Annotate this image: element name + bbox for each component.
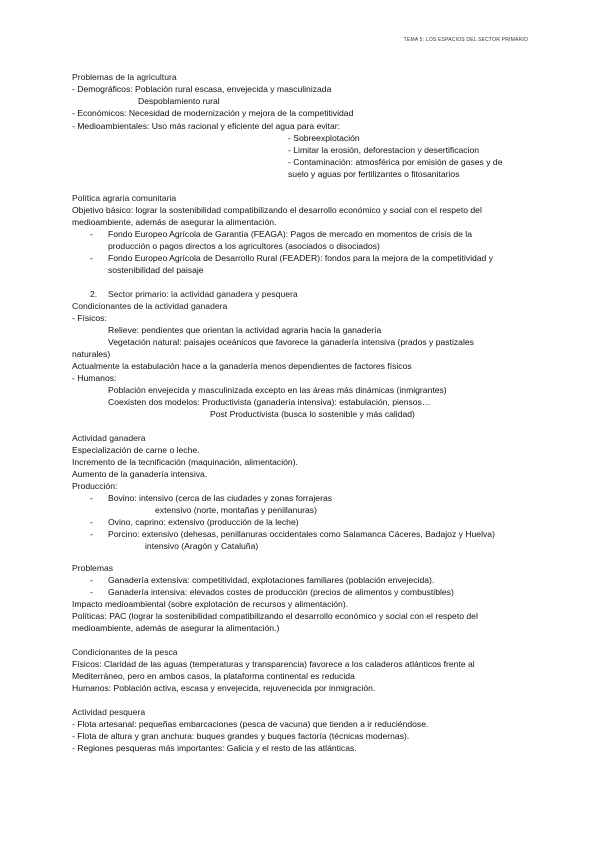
bullet-dash: -	[90, 493, 93, 503]
text-line: sostenibilidad del paisaje	[108, 265, 204, 275]
text-line: - Flota de altura y gran anchura: buques grandes y buques factoría (técnicas modernas).	[72, 731, 410, 741]
text-line: Humanos: Población activa, escasa y envejecida, rejuvenecida por inmigración.	[72, 683, 376, 693]
text-line: extensivo (norte, montañas y penillanuras)	[155, 505, 317, 515]
text-line: Actualmente la estabulación hace a la ganadería menos dependientes de factores físicos	[72, 361, 412, 371]
text-line: medioambiente, además de asegurar la alimentación.)	[72, 623, 280, 633]
text-line: suelo y aguas por fertilizantes o fitosanitarios	[288, 169, 460, 179]
section-heading: Condicionantes de la pesca	[72, 647, 178, 657]
text-line: - Humanos:	[72, 373, 117, 383]
text-line: Bovino: intensivo (cerca de las ciudades y zonas forrajeras	[108, 493, 333, 503]
bullet-dash: -	[90, 587, 93, 597]
text-line: Especialización de carne o leche.	[72, 445, 200, 455]
section-heading: Actividad pesquera	[72, 707, 146, 717]
text-line: Ovino, caprino: extensivo (producción de la leche)	[108, 517, 299, 527]
text-line: Post Productivista (busca lo sostenible y más calidad)	[210, 409, 415, 419]
text-line: - Medioambientales: Uso más racional y eficiente del agua para evitar:	[72, 121, 340, 131]
page-header: TEMA 5: LOS ESPACIOS DEL SECTOR PRIMARIO	[403, 37, 528, 43]
text-line: Porcino: extensivo (dehesas, penillanuras occidentales como Salamanca Cáceres, Badajoz y Huelva)	[108, 529, 495, 539]
text-line: medioambiente, además de asegurar la alimentación.	[72, 217, 277, 227]
text-line: Población envejecida y masculinizada excepto en las áreas más dinámicas (inmigrantes)	[108, 385, 447, 395]
text-line: Ganadería extensiva: competitividad, explotaciones familiares (población envejecida).	[108, 575, 435, 585]
section-heading: Condicionantes de la actividad ganadera	[72, 301, 228, 311]
text-line: Políticas: PAC (lograr la sostenibilidad compatibilizando el desarrollo económico y social con el respeto del	[72, 611, 478, 621]
text-line: intensivo (Aragón y Cataluña)	[145, 541, 259, 551]
text-line: Físicos: Claridad de las aguas (temperaturas y transparencia) favorece a los caladeros atlánticos frente al	[72, 659, 475, 669]
section-number: 2.	[90, 289, 98, 299]
section-heading: Problemas	[72, 563, 114, 573]
text-line: - Físicos:	[72, 313, 107, 323]
text-line: - Económicos: Necesidad de modernización y mejora de la competitividad	[72, 108, 354, 118]
bullet-dash: -	[90, 253, 93, 263]
section-heading: Problemas de la agricultura	[72, 72, 177, 82]
section-heading: Sector primario: la actividad ganadera y pesquera	[108, 289, 298, 299]
text-line: naturales)	[72, 349, 111, 359]
bullet-dash: -	[90, 529, 93, 539]
text-line: Incremento de la tecnificación (maquinación, alimentación).	[72, 457, 298, 467]
text-line: Aumento de la ganadería intensiva.	[72, 469, 208, 479]
text-line: Despoblamiento rural	[138, 96, 220, 106]
text-line: producción o pagos directos a los agricultores (asociados o disociados)	[108, 241, 380, 251]
text-line: Relieve: pendientes que orientan la actividad agraria hacia la ganadería	[108, 325, 382, 335]
text-line: Ganadería intensiva: elevados costes de producción (precios de alimentos y combustibles)	[108, 587, 454, 597]
text-line: - Regiones pesqueras más importantes: Galicia y el resto de las atlánticas.	[72, 743, 357, 753]
text-line: - Sobreexplotación	[288, 133, 360, 143]
text-line: Producción:	[72, 481, 118, 491]
text-line: - Demográficos: Población rural escasa, envejecida y masculinizada	[72, 84, 332, 94]
text-line: Mediterráneo, pero en ambos casos, la plataforma continental es reducida	[72, 671, 355, 681]
text-line: Objetivo básico: lograr la sostenibilidad compatibilizando el desarrollo económico y social con el respeto del	[72, 205, 482, 215]
bullet-dash: -	[90, 575, 93, 585]
text-line: Fondo Europeo Agrícola de Desarrollo Rural (FEADER): fondos para la mejora de la competitividad y	[108, 253, 493, 263]
text-line: Fondo Europeo Agrícola de Garantía (FEAGA): Pagos de mercado en momentos de crisis de la	[108, 229, 472, 239]
bullet-dash: -	[90, 517, 93, 527]
text-line: - Flota artesanal: pequeñas embarcaciones (pesca de vacuna) que tienden a ir reduciéndose.	[72, 719, 429, 729]
text-line: Coexisten dos modelos: Productivista (ganadería intensiva): estabulación, piensos…	[108, 397, 431, 407]
bullet-dash: -	[90, 229, 93, 239]
text-line: - Contaminación: atmosférica por emisión de gases y de	[288, 157, 503, 167]
section-heading: Actividad ganadera	[72, 433, 146, 443]
text-line: Impacto medioambiental (sobre explotación de recursos y alimentación).	[72, 599, 349, 609]
text-line: - Limitar la erosión, deforestacion y desertificacion	[288, 145, 480, 155]
section-heading: Política agraria comunitaria	[72, 193, 177, 203]
text-line: Vegetación natural: paisajes oceánicos que favorece la ganadería intensiva (prados y pastizales	[108, 337, 474, 347]
